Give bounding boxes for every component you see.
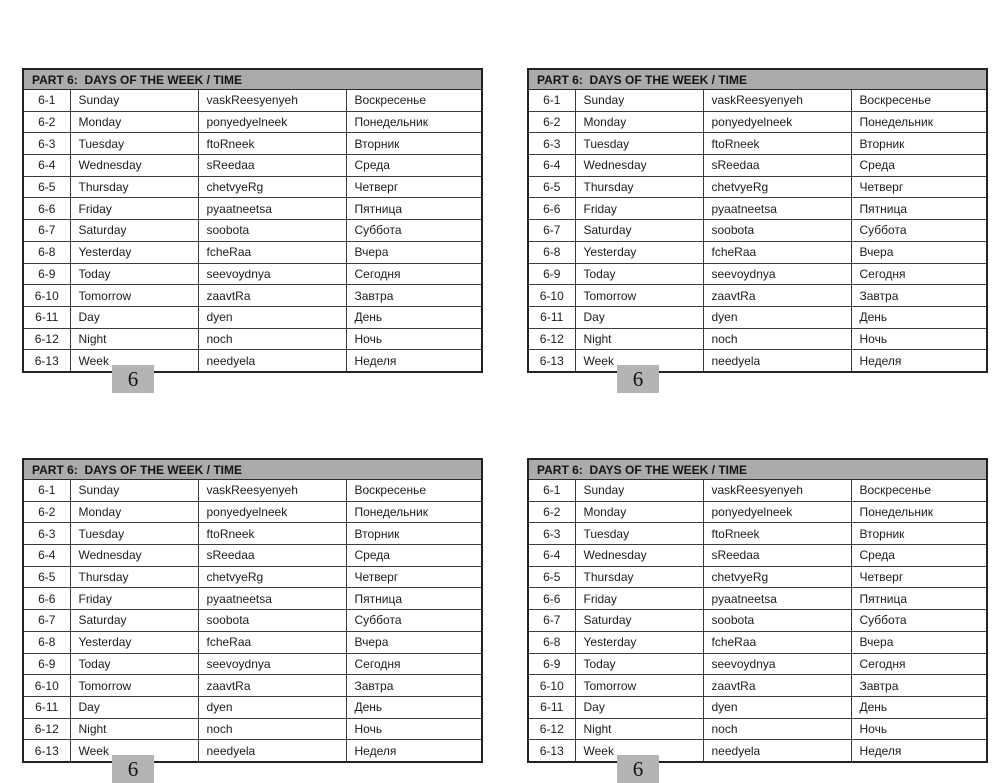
english-cell: Thursday <box>575 176 703 198</box>
english-cell: Yesterday <box>70 631 198 653</box>
table-row <box>528 566 987 588</box>
russian-cell: Четверг <box>851 176 987 198</box>
phonetic-cell: dyen <box>703 306 851 328</box>
entry-code-cell: 6-5 <box>23 176 70 198</box>
english-cell: Saturday <box>70 220 198 242</box>
english-cell: Week <box>70 740 198 762</box>
table-row <box>23 328 482 350</box>
phonetic-cell: needyela <box>198 740 346 762</box>
table-row <box>528 588 987 610</box>
phonetic-cell: sReedaa <box>703 545 851 567</box>
english-cell: Monday <box>575 111 703 133</box>
entry-code-cell: 6-1 <box>23 90 70 112</box>
entry-code-cell: 6-13 <box>528 740 575 762</box>
english-cell: Tuesday <box>575 133 703 155</box>
table-row <box>23 90 482 112</box>
entry-code-cell: 6-10 <box>528 675 575 697</box>
table-row <box>23 501 482 523</box>
english-cell: Tomorrow <box>575 675 703 697</box>
entry-code-cell: 6-2 <box>528 501 575 523</box>
entry-code-cell: 6-6 <box>23 198 70 220</box>
phonetic-cell: ponyedyelneek <box>703 111 851 133</box>
phrasebook-panel-bottom-right <box>527 458 986 781</box>
russian-cell: День <box>851 696 987 718</box>
english-cell: Day <box>575 696 703 718</box>
table-row <box>23 740 482 762</box>
phonetic-cell: sReedaa <box>198 155 346 177</box>
russian-cell: Четверг <box>346 566 482 588</box>
phonetic-cell: soobota <box>198 610 346 632</box>
russian-cell: Воскресенье <box>346 90 482 112</box>
phonetic-cell: dyen <box>198 306 346 328</box>
english-cell: Monday <box>575 501 703 523</box>
phonetic-cell: seevoydnya <box>703 263 851 285</box>
phonetic-cell: seevoydnya <box>198 653 346 675</box>
phonetic-cell: dyen <box>703 696 851 718</box>
phonetic-cell: chetvyeRg <box>703 176 851 198</box>
table-row <box>23 566 482 588</box>
table-row <box>23 675 482 697</box>
russian-cell: День <box>346 306 482 328</box>
english-cell: Friday <box>575 198 703 220</box>
english-cell: Yesterday <box>575 241 703 263</box>
russian-cell: Неделя <box>346 740 482 762</box>
phonetic-cell: seevoydnya <box>703 653 851 675</box>
entry-code-cell: 6-9 <box>528 263 575 285</box>
table-row <box>528 176 987 198</box>
table-title: PART 6: DAYS OF THE WEEK / TIME <box>23 459 482 480</box>
russian-cell: Вторник <box>346 133 482 155</box>
entry-code-cell: 6-4 <box>528 545 575 567</box>
phonetic-cell: pyaatneetsa <box>703 588 851 610</box>
entry-code-cell: 6-13 <box>528 350 575 372</box>
entry-code-cell: 6-9 <box>528 653 575 675</box>
english-cell: Tomorrow <box>70 675 198 697</box>
phonetic-cell: noch <box>703 718 851 740</box>
table-row <box>528 545 987 567</box>
entry-code-cell: 6-8 <box>23 241 70 263</box>
russian-cell: Суббота <box>346 220 482 242</box>
russian-cell: Суббота <box>851 220 987 242</box>
entry-code-cell: 6-5 <box>528 566 575 588</box>
english-cell: Wednesday <box>575 155 703 177</box>
table-row <box>528 133 987 155</box>
phonetic-cell: ponyedyelneek <box>198 501 346 523</box>
table-title: PART 6: DAYS OF THE WEEK / TIME <box>528 459 987 480</box>
english-cell: Week <box>70 350 198 372</box>
russian-cell: Понедельник <box>851 501 987 523</box>
phonetic-cell: fcheRaa <box>703 241 851 263</box>
phonetic-cell: vaskReesyenyeh <box>703 90 851 112</box>
english-cell: Tomorrow <box>575 285 703 307</box>
phonetic-cell: vaskReesyenyeh <box>198 480 346 502</box>
russian-cell: Четверг <box>346 176 482 198</box>
table-body <box>528 90 987 372</box>
english-cell: Day <box>70 696 198 718</box>
russian-cell: Ночь <box>851 718 987 740</box>
english-cell: Saturday <box>70 610 198 632</box>
russian-cell: Среда <box>346 545 482 567</box>
russian-cell: Воскресенье <box>851 90 987 112</box>
table-row <box>23 350 482 372</box>
russian-cell: Понедельник <box>851 111 987 133</box>
table-row <box>528 198 987 220</box>
english-cell: Night <box>575 328 703 350</box>
table-row <box>528 263 987 285</box>
english-cell: Today <box>70 263 198 285</box>
phonetic-cell: needyela <box>703 350 851 372</box>
entry-code-cell: 6-10 <box>23 285 70 307</box>
english-cell: Wednesday <box>70 545 198 567</box>
russian-cell: Вчера <box>851 241 987 263</box>
entry-code-cell: 6-6 <box>528 198 575 220</box>
table-header-row <box>528 459 987 480</box>
entry-code-cell: 6-9 <box>23 263 70 285</box>
table-row <box>528 328 987 350</box>
phrasebook-panel-top-right <box>527 68 986 391</box>
table-row <box>528 610 987 632</box>
phonetic-cell: zaavtRa <box>703 285 851 307</box>
phonetic-cell: zaavtRa <box>198 285 346 307</box>
phonetic-cell: sReedaa <box>703 155 851 177</box>
english-cell: Today <box>575 263 703 285</box>
phonetic-cell: chetvyeRg <box>198 176 346 198</box>
english-cell: Monday <box>70 501 198 523</box>
russian-cell: Неделя <box>851 350 987 372</box>
english-cell: Tuesday <box>70 523 198 545</box>
table-row <box>528 653 987 675</box>
entry-code-cell: 6-13 <box>23 740 70 762</box>
phonetic-cell: soobota <box>703 610 851 632</box>
table-row <box>23 263 482 285</box>
table-row <box>23 718 482 740</box>
english-cell: Night <box>70 328 198 350</box>
table-row <box>528 696 987 718</box>
table-row <box>23 155 482 177</box>
table-row <box>528 90 987 112</box>
russian-cell: Вторник <box>346 523 482 545</box>
table-row <box>528 241 987 263</box>
table-row <box>528 631 987 653</box>
table-row <box>23 696 482 718</box>
entry-code-cell: 6-7 <box>528 610 575 632</box>
page-number-badge: 6 <box>617 755 659 783</box>
russian-cell: Среда <box>851 155 987 177</box>
table-row <box>23 480 482 502</box>
entry-code-cell: 6-7 <box>23 610 70 632</box>
table-row <box>23 545 482 567</box>
english-cell: Yesterday <box>575 631 703 653</box>
table-title: PART 6: DAYS OF THE WEEK / TIME <box>23 69 482 90</box>
entry-code-cell: 6-2 <box>23 501 70 523</box>
entry-code-cell: 6-10 <box>528 285 575 307</box>
russian-cell: День <box>851 306 987 328</box>
english-cell: Thursday <box>575 566 703 588</box>
days-of-week-table <box>527 458 988 763</box>
phonetic-cell: ftoRneek <box>198 133 346 155</box>
table-row <box>23 198 482 220</box>
phonetic-cell: fcheRaa <box>198 631 346 653</box>
phonetic-cell: ftoRneek <box>703 523 851 545</box>
phonetic-cell: vaskReesyenyeh <box>703 480 851 502</box>
entry-code-cell: 6-4 <box>23 155 70 177</box>
table-row <box>23 306 482 328</box>
english-cell: Tomorrow <box>70 285 198 307</box>
russian-cell: Среда <box>851 545 987 567</box>
entry-code-cell: 6-3 <box>528 523 575 545</box>
phonetic-cell: pyaatneetsa <box>703 198 851 220</box>
english-cell: Wednesday <box>575 545 703 567</box>
days-of-week-table <box>527 68 988 373</box>
table-row <box>528 740 987 762</box>
english-cell: Sunday <box>575 480 703 502</box>
entry-code-cell: 6-12 <box>528 718 575 740</box>
russian-cell: Неделя <box>346 350 482 372</box>
english-cell: Day <box>575 306 703 328</box>
english-cell: Tuesday <box>575 523 703 545</box>
russian-cell: Сегодня <box>346 263 482 285</box>
russian-cell: Воскресенье <box>346 480 482 502</box>
english-cell: Tuesday <box>70 133 198 155</box>
entry-code-cell: 6-8 <box>528 631 575 653</box>
russian-cell: Ночь <box>851 328 987 350</box>
table-row <box>23 176 482 198</box>
phonetic-cell: soobota <box>198 220 346 242</box>
entry-code-cell: 6-12 <box>528 328 575 350</box>
russian-cell: Вторник <box>851 523 987 545</box>
entry-code-cell: 6-2 <box>23 111 70 133</box>
table-row <box>23 653 482 675</box>
phonetic-cell: zaavtRa <box>703 675 851 697</box>
russian-cell: Ночь <box>346 328 482 350</box>
english-cell: Thursday <box>70 176 198 198</box>
entry-code-cell: 6-4 <box>528 155 575 177</box>
phonetic-cell: noch <box>703 328 851 350</box>
russian-cell: Вчера <box>851 631 987 653</box>
entry-code-cell: 6-8 <box>23 631 70 653</box>
entry-code-cell: 6-3 <box>528 133 575 155</box>
english-cell: Today <box>70 653 198 675</box>
phonetic-cell: noch <box>198 328 346 350</box>
entry-code-cell: 6-5 <box>23 566 70 588</box>
phonetic-cell: pyaatneetsa <box>198 198 346 220</box>
english-cell: Wednesday <box>70 155 198 177</box>
russian-cell: Понедельник <box>346 111 482 133</box>
table-header-row <box>23 69 482 90</box>
russian-cell: Завтра <box>851 675 987 697</box>
entry-code-cell: 6-11 <box>23 696 70 718</box>
russian-cell: Ночь <box>346 718 482 740</box>
english-cell: Sunday <box>70 480 198 502</box>
english-cell: Saturday <box>575 220 703 242</box>
table-row <box>23 610 482 632</box>
entry-code-cell: 6-12 <box>23 328 70 350</box>
english-cell: Yesterday <box>70 241 198 263</box>
table-body <box>23 480 482 762</box>
entry-code-cell: 6-1 <box>23 480 70 502</box>
table-row <box>23 523 482 545</box>
russian-cell: Понедельник <box>346 501 482 523</box>
table-row <box>528 718 987 740</box>
table-row <box>528 155 987 177</box>
english-cell: Sunday <box>70 90 198 112</box>
russian-cell: Сегодня <box>851 263 987 285</box>
page-number-badge: 6 <box>112 365 154 393</box>
entry-code-cell: 6-6 <box>23 588 70 610</box>
entry-code-cell: 6-6 <box>528 588 575 610</box>
entry-code-cell: 6-1 <box>528 90 575 112</box>
phonetic-cell: ponyedyelneek <box>198 111 346 133</box>
phrasebook-panel-bottom-left <box>22 458 481 781</box>
table-row <box>528 306 987 328</box>
entry-code-cell: 6-11 <box>528 306 575 328</box>
russian-cell: Пятница <box>346 588 482 610</box>
phonetic-cell: vaskReesyenyeh <box>198 90 346 112</box>
table-row <box>23 631 482 653</box>
entry-code-cell: 6-8 <box>528 241 575 263</box>
english-cell: Friday <box>70 198 198 220</box>
days-of-week-table <box>22 68 483 373</box>
russian-cell: Завтра <box>346 285 482 307</box>
phonetic-cell: ftoRneek <box>198 523 346 545</box>
entry-code-cell: 6-2 <box>528 111 575 133</box>
table-row <box>23 285 482 307</box>
entry-code-cell: 6-3 <box>23 523 70 545</box>
entry-code-cell: 6-3 <box>23 133 70 155</box>
russian-cell: День <box>346 696 482 718</box>
phonetic-cell: fcheRaa <box>703 631 851 653</box>
phonetic-cell: pyaatneetsa <box>198 588 346 610</box>
table-row <box>23 133 482 155</box>
english-cell: Week <box>575 350 703 372</box>
table-row <box>23 588 482 610</box>
english-cell: Friday <box>70 588 198 610</box>
entry-code-cell: 6-9 <box>23 653 70 675</box>
english-cell: Thursday <box>70 566 198 588</box>
days-of-week-table <box>22 458 483 763</box>
phrasebook-panel-top-left <box>22 68 481 391</box>
russian-cell: Сегодня <box>346 653 482 675</box>
russian-cell: Вторник <box>851 133 987 155</box>
entry-code-cell: 6-11 <box>23 306 70 328</box>
table-row <box>528 480 987 502</box>
russian-cell: Пятница <box>851 588 987 610</box>
table-body <box>23 90 482 372</box>
english-cell: Night <box>70 718 198 740</box>
entry-code-cell: 6-7 <box>23 220 70 242</box>
entry-code-cell: 6-4 <box>23 545 70 567</box>
english-cell: Saturday <box>575 610 703 632</box>
russian-cell: Вчера <box>346 241 482 263</box>
phonetic-cell: needyela <box>198 350 346 372</box>
page-number-badge: 6 <box>112 755 154 783</box>
phonetic-cell: zaavtRa <box>198 675 346 697</box>
entry-code-cell: 6-12 <box>23 718 70 740</box>
page-number-badge: 6 <box>617 365 659 393</box>
entry-code-cell: 6-11 <box>528 696 575 718</box>
english-cell: Friday <box>575 588 703 610</box>
phonetic-cell: noch <box>198 718 346 740</box>
english-cell: Today <box>575 653 703 675</box>
english-cell: Night <box>575 718 703 740</box>
russian-cell: Вчера <box>346 631 482 653</box>
english-cell: Sunday <box>575 90 703 112</box>
russian-cell: Среда <box>346 155 482 177</box>
phonetic-cell: chetvyeRg <box>703 566 851 588</box>
table-row <box>528 501 987 523</box>
russian-cell: Пятница <box>851 198 987 220</box>
entry-code-cell: 6-5 <box>528 176 575 198</box>
english-cell: Day <box>70 306 198 328</box>
phonetic-cell: chetvyeRg <box>198 566 346 588</box>
phonetic-cell: ponyedyelneek <box>703 501 851 523</box>
table-header-row <box>23 459 482 480</box>
table-row <box>23 241 482 263</box>
entry-code-cell: 6-1 <box>528 480 575 502</box>
table-row <box>23 220 482 242</box>
table-body <box>528 480 987 762</box>
table-row <box>528 675 987 697</box>
russian-cell: Воскресенье <box>851 480 987 502</box>
entry-code-cell: 6-10 <box>23 675 70 697</box>
russian-cell: Завтра <box>851 285 987 307</box>
russian-cell: Пятница <box>346 198 482 220</box>
phonetic-cell: needyela <box>703 740 851 762</box>
table-row <box>528 350 987 372</box>
phonetic-cell: soobota <box>703 220 851 242</box>
entry-code-cell: 6-13 <box>23 350 70 372</box>
table-header-row <box>528 69 987 90</box>
russian-cell: Суббота <box>851 610 987 632</box>
table-title: PART 6: DAYS OF THE WEEK / TIME <box>528 69 987 90</box>
phonetic-cell: ftoRneek <box>703 133 851 155</box>
phonetic-cell: fcheRaa <box>198 241 346 263</box>
phonetic-cell: seevoydnya <box>198 263 346 285</box>
russian-cell: Завтра <box>346 675 482 697</box>
phonetic-cell: sReedaa <box>198 545 346 567</box>
russian-cell: Суббота <box>346 610 482 632</box>
russian-cell: Неделя <box>851 740 987 762</box>
table-row <box>23 111 482 133</box>
english-cell: Monday <box>70 111 198 133</box>
phonetic-cell: dyen <box>198 696 346 718</box>
table-row <box>528 220 987 242</box>
russian-cell: Сегодня <box>851 653 987 675</box>
table-row <box>528 523 987 545</box>
russian-cell: Четверг <box>851 566 987 588</box>
english-cell: Week <box>575 740 703 762</box>
entry-code-cell: 6-7 <box>528 220 575 242</box>
table-row <box>528 285 987 307</box>
table-row <box>528 111 987 133</box>
